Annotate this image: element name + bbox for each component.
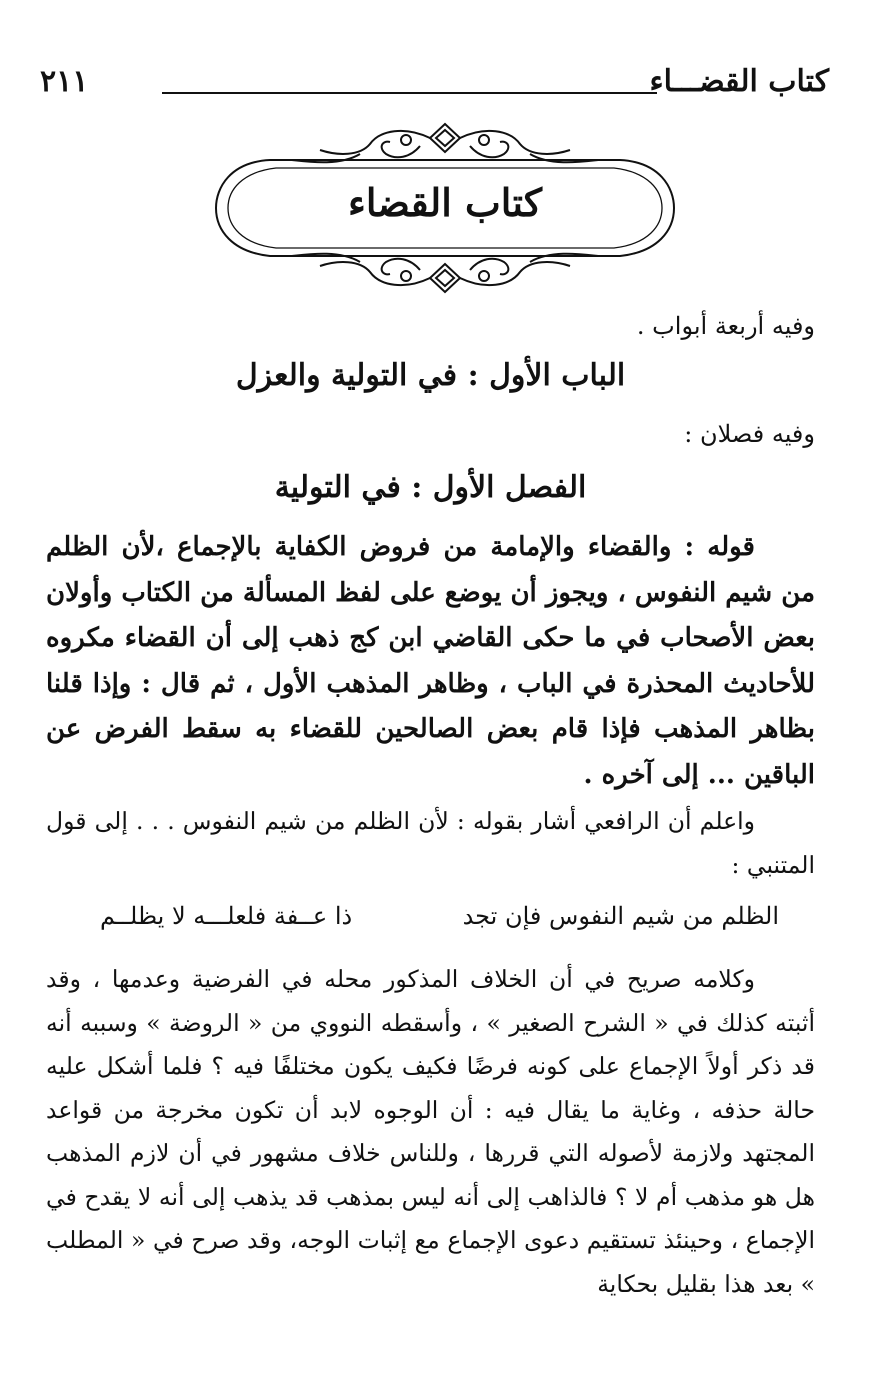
title-ornament (210, 118, 680, 298)
commentary-paragraph: واعلم أن الرافعي أشار بقوله : لأن الظلم من شيم النفوس . . . إلى قول المتنبي : (46, 807, 815, 879)
page-number: ٢١١ (40, 64, 89, 99)
book-intro: وفيه أربعة أبواب . (636, 312, 815, 340)
running-header (40, 64, 829, 108)
chapter-intro: وفيه فصلان : (684, 420, 815, 448)
running-title: كتاب القضـــاء (649, 64, 829, 99)
book-title: كتاب القضاء (348, 180, 542, 225)
chapter-heading: الباب الأول : في التولية والعزل (235, 358, 626, 393)
section-heading: الفصل الأول : في التولية (274, 470, 587, 505)
verse-first-hemistich: الظلم من شيم النفوس فإن تجد (462, 902, 779, 930)
commentary-paragraph: وكلامه صريح في أن الخلاف المذكور محله في الفرضية وعدمها ، وقد أثبته كذلك في « الشرح الصغير » ، وأسقطه النووي من « الروضة » وسببه أنه قد ذكر أولاً الإجماع على كونه فرضًا فكيف يكون مختلفًا فيه ؟ فلما أشكل عليه حالة حذفه ، وغاية ما يقال فيه : أن الوجوه لابد أن تكون مخرجة من قواعد المجتهد ولازمة لأصوله التي قررها ، وللناس خلاف مشهور في أن لازم المذهب هل هو مذهب أم لا ؟ فالذاهب إلى أنه ليس بمذهب قد يذهب إلى أنه لا يقدح في الإجماع ، وحينئذ تستقيم دعوى الإجماع مع إثبات الوجه، وقد صرح في « المطلب » بعد هذا بقليل بحكاية (46, 965, 815, 1298)
header-rule (162, 92, 657, 94)
verse-second-hemistich: ذا عــفة فلعلـــه لا يظلــم (100, 902, 353, 930)
poetry-verse (100, 902, 779, 942)
quoted-text: قوله : والقضاء والإمامة من فروض الكفاية بالإجماع ،لأن الظلم من شيم النفوس ، ويجوز أن يوضع على لفظ المسألة من الكتاب وأولان بعض الأصحاب في ما حكى القاضي ابن كج ذهب إلى أن القضاء مكروه للأحاديث المحذرة في الباب ، وظاهر المذهب الأول ، ثم قال : وإذا قلنا بظاهر المذهب فإذا قام بعض الصالحين للقضاء به سقط الفرض عن الباقين ... إلى آخره . (46, 532, 815, 790)
